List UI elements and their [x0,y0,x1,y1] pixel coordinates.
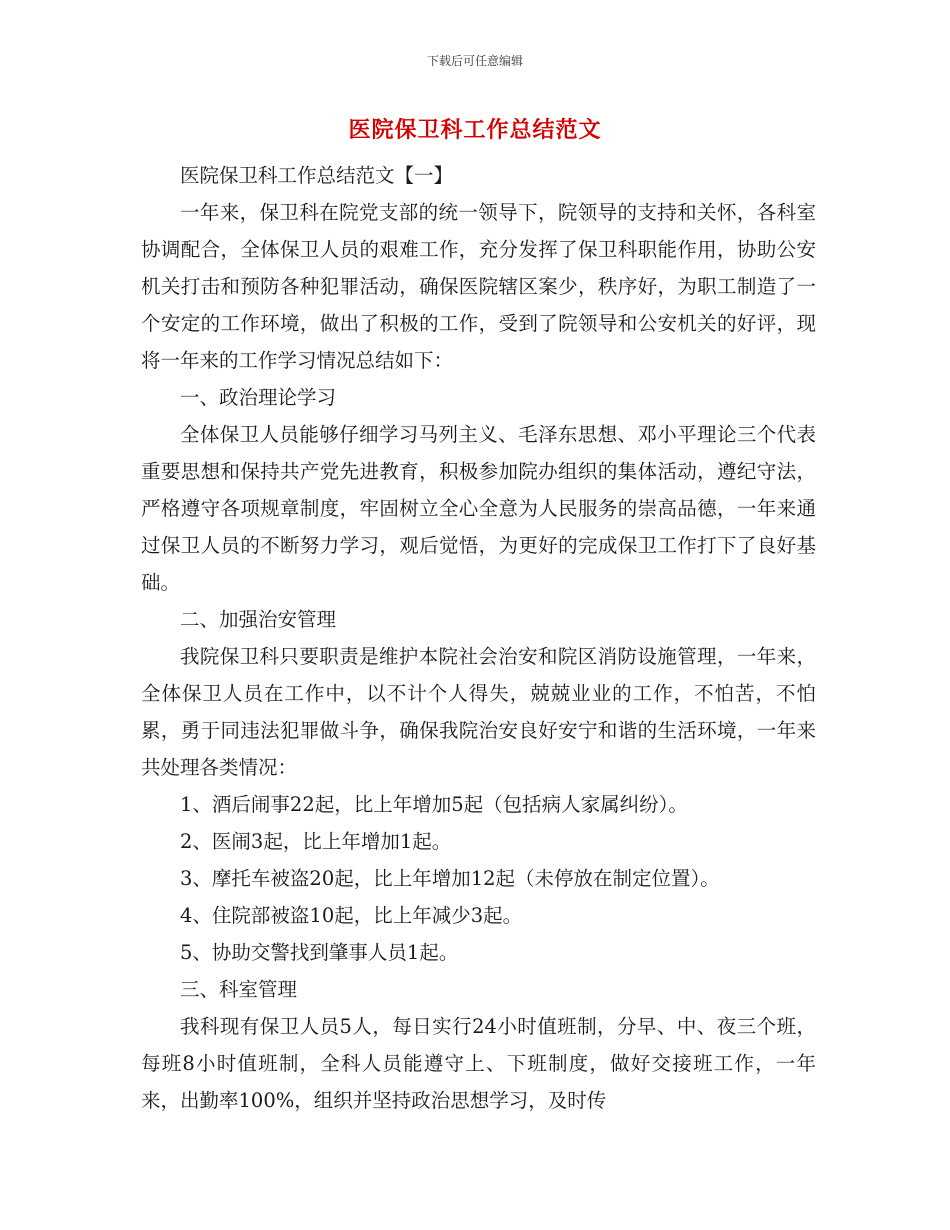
list-item: 4、住院部被盗10起，比上年减少3起。 [180,904,523,927]
document-body [141,157,816,1119]
section-heading: 二、加强治安管理 [180,608,337,631]
list-item: 5、协助交警找到肇事人员1起。 [180,941,459,964]
list-item: 1、酒后闹事22起，比上年增加5起（包括病人家属纠纷）。 [180,793,688,816]
list-item: 2、医闹3起，比上年增加1起。 [180,830,452,853]
section-heading: 医院保卫科工作总结范文【一】 [180,164,454,187]
section-heading: 一、政治理论学习 [180,386,337,409]
document-title: 医院保卫科工作总结范文 [348,117,602,143]
paragraph: 我科现有保卫人员5人，每日实行24小时值班制，分早、中、夜三个班，每班8小时值班制，全科人员能遵守上、下班制度，做好交接班工作，一年来，出勤率100%，组织并坚持政治思想学习，及时传 [141,1015,816,1112]
page-header-note: 下载后可任意编辑 [426,54,523,68]
section-heading: 三、科室管理 [180,978,298,1001]
paragraph: 一年来，保卫科在院党支部的统一领导下，院领导的支持和关怀，各科室协调配合，全体保卫人员的艰难工作，充分发挥了保卫科职能作用，协助公安机关打击和预防各种犯罪活动，确保医院辖区案少，秩序好，为职工制造了一个安定的工作环境，做出了积极的工作，受到了院领导和公安机关的好评，现将一年来的工作学习情况总结如下： [141,201,816,372]
list-item: 3、摩托车被盗20起，比上年增加12起（未停放在制定位置）。 [180,867,720,890]
paragraph: 全体保卫人员能够仔细学习马列主义、毛泽东思想、邓小平理论三个代表重要思想和保持共产党先进教育，积极参加院办组织的集体活动，遵纪守法，严格遵守各项规章制度，牢固树立全心全意为人民服务的崇高品德，一年来通过保卫人员的不断努力学习，观后觉悟，为更好的完成保卫工作打下了良好基础。 [141,423,816,594]
paragraph: 我院保卫科只要职责是维护本院社会治安和院区消防设施管理，一年来，全体保卫人员在工作中，以不计个人得失，兢兢业业的工作，不怕苦，不怕累，勇于同违法犯罪做斗争，确保我院治安良好安宁和谐的生活环境，一年来共处理各类情况： [141,645,816,779]
